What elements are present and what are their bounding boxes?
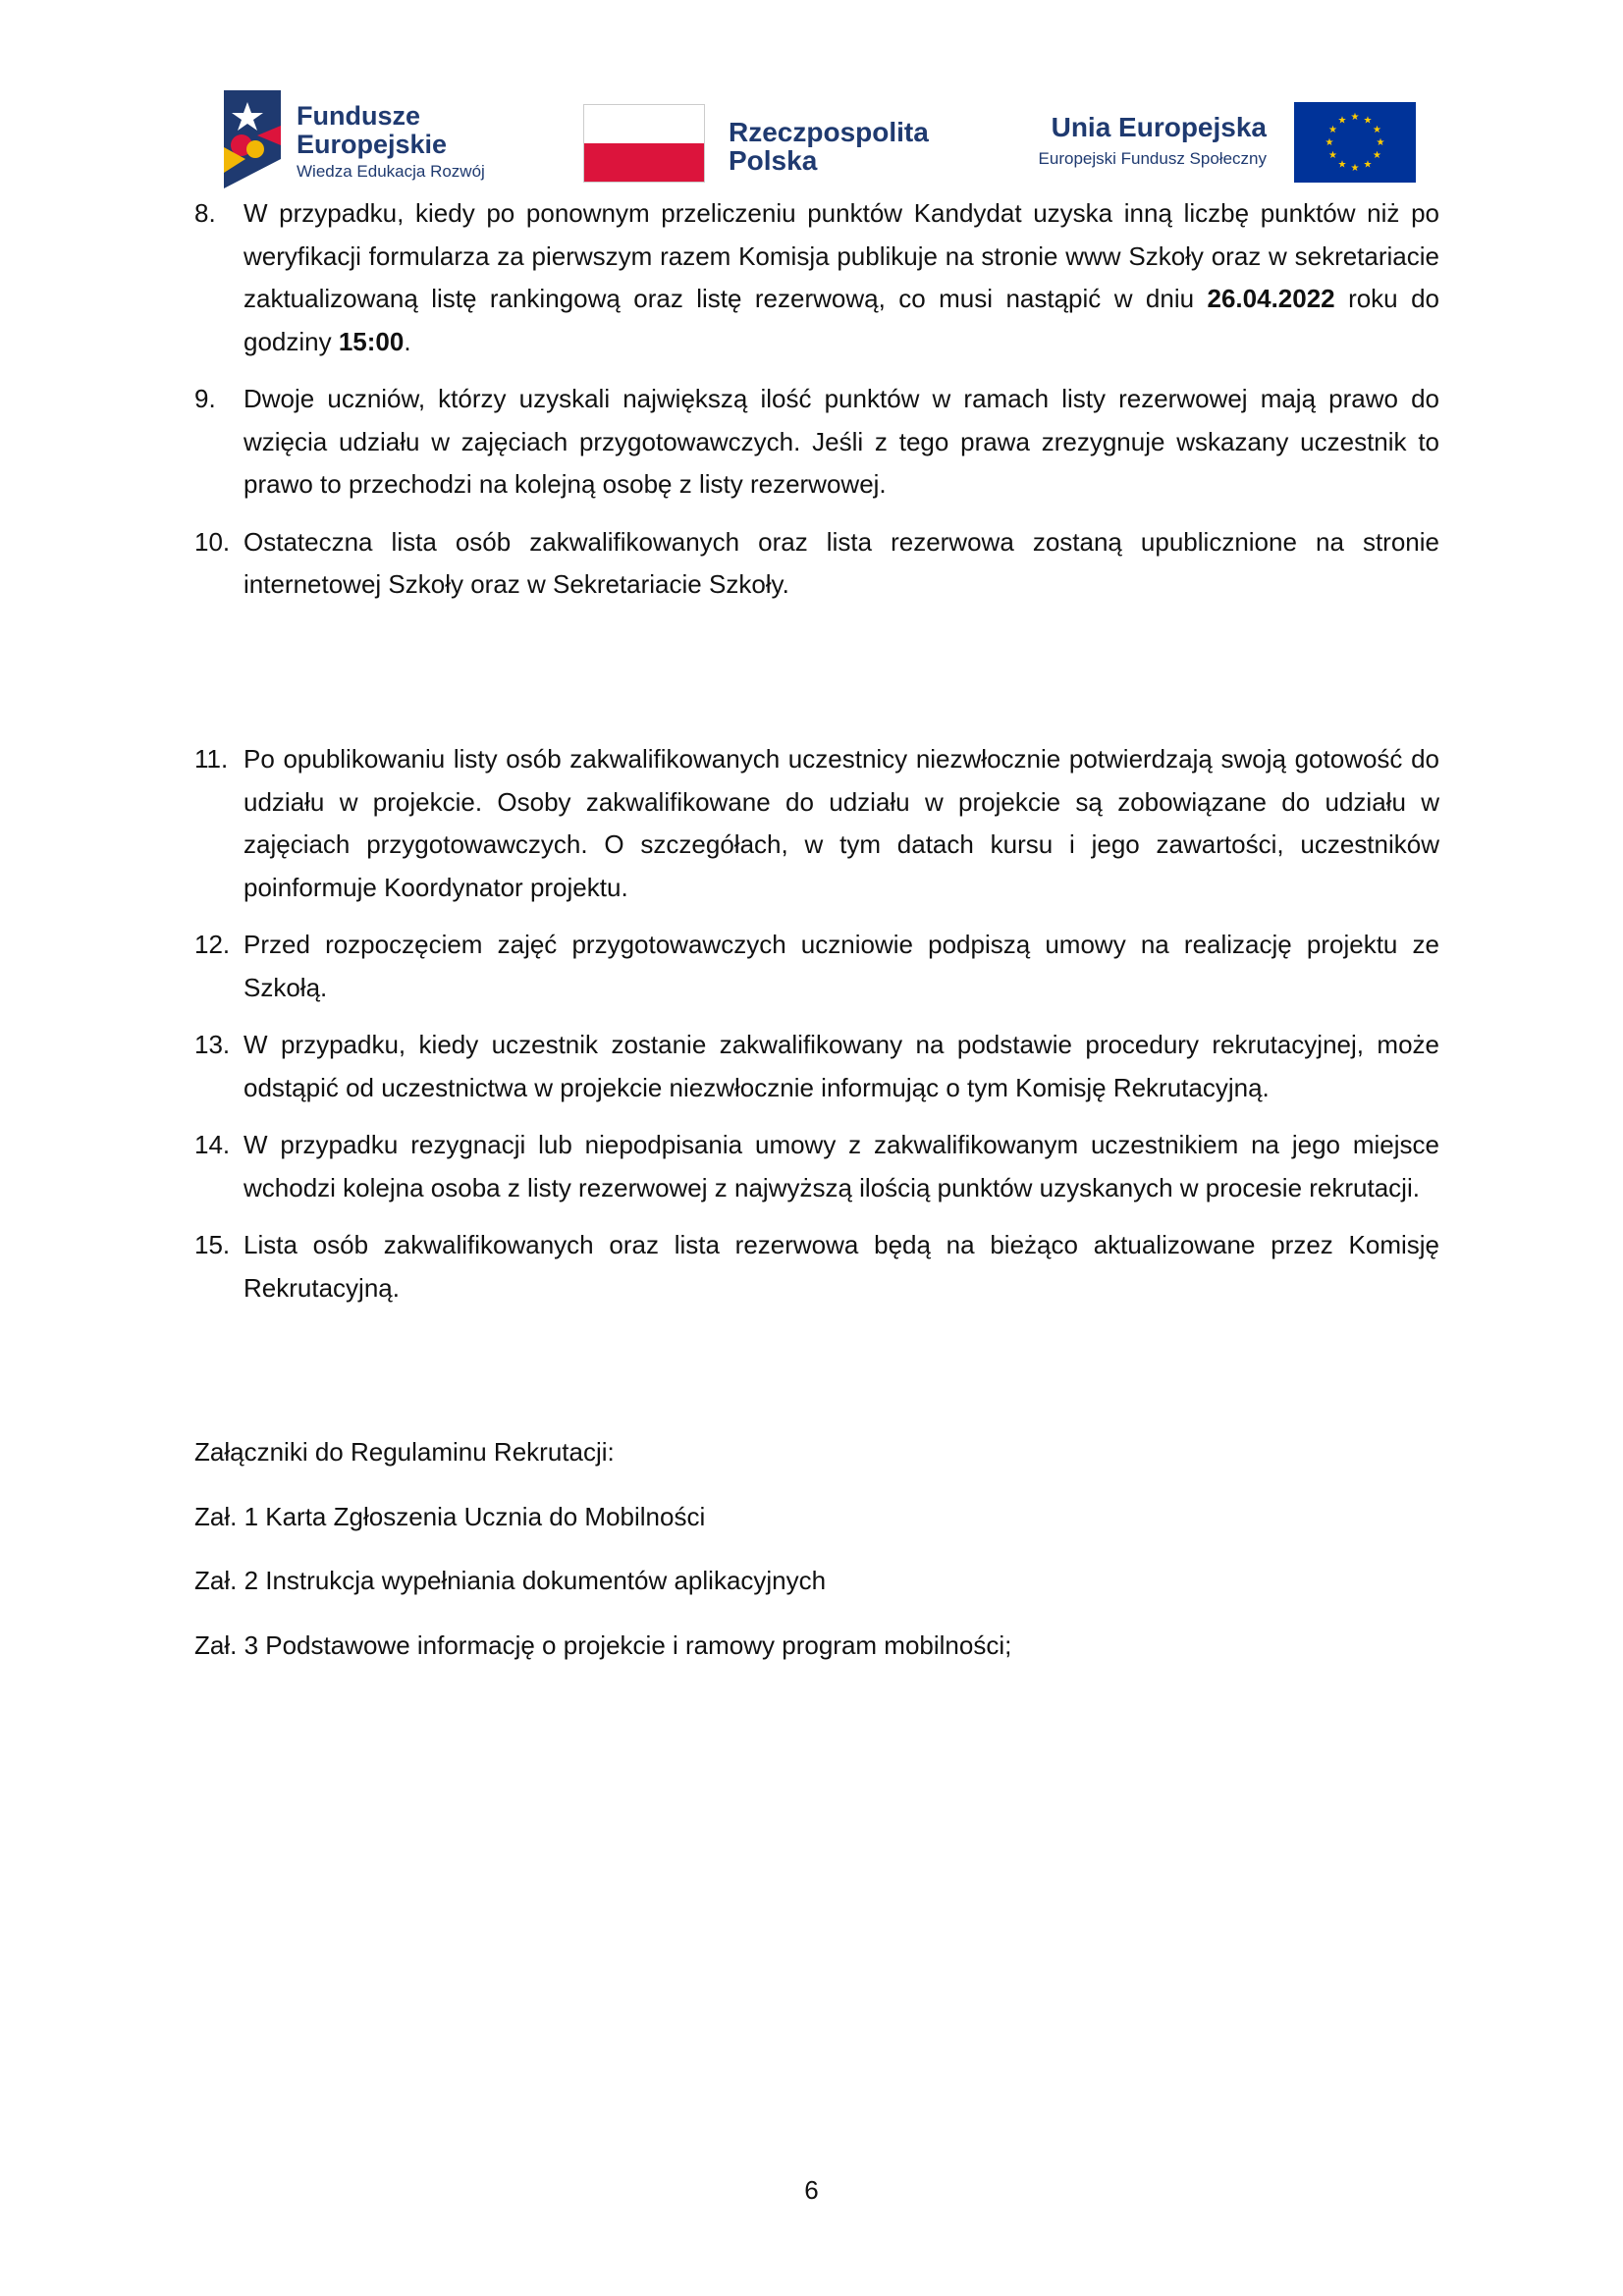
list-item-number: 12. [194,930,231,959]
item-8-text-part-1: W przypadku, kiedy po ponownym przeliczeniu punktów Kandydat uzyska inną liczbę punktów niż po weryfikacji formularza za pierwszym razem Komisja publikuje na stronie www Szkoły oraz w sekretariacie zaktualizowaną listę rankingową oraz listę rezerwową, co musi nastąpić w dniu [243,198,1439,313]
list-item [194,192,1439,363]
annex-item: Zał. 3 Podstawowe informację o projekcie i ramowy program mobilności; [194,1629,1012,1660]
svg-text:★: ★ [1363,115,1373,127]
fundusze-europejskie-emblem-icon [218,86,287,192]
list-item-text [243,192,1439,363]
list-item [194,924,1439,1009]
list-item-text: Przed rozpoczęciem zajęć przygotowawczych uczniowie podpiszą umowy na realizację projektu ze Szkołą. [243,930,1439,1002]
list-item [194,521,1439,607]
list-item-text: Ostateczna lista osób zakwalifikowanych oraz lista rezerwowa zostaną upublicznione na stronie internetowej Szkoły oraz w Sekretariacie Szkoły. [243,526,1439,599]
unia-europejska-text [1039,112,1267,169]
ue-logo-title: Unia Europejska [1051,112,1267,142]
annex-heading: Załączniki do Regulaminu Rekrutacji: [194,1437,615,1467]
svg-text:★: ★ [1328,125,1337,135]
svg-text:★: ★ [1328,150,1337,161]
eu-flag-icon [1294,102,1416,183]
deadline-time: 15:00 [338,326,405,356]
list-item-text: Dwoje uczniów, którzy uzyskali największą ilość punktów w ramach listy rezerwowej mają prawo do wzięcia udziału w zajęciach przygotowawczych. Jeśli z tego prawa zrezygnuje wskazany uczestnik to prawo to przechodzi na kolejną osobę z listy rezerwowej. [243,384,1439,499]
svg-text:★: ★ [1350,163,1360,174]
fe-logo-subtitle: Wiedza Edukacja Rozwój [297,162,485,181]
deadline-date: 26.04.2022 [1207,284,1335,313]
item-8-text-part-2: roku do godziny [243,284,1439,356]
list-item-number: 10. [194,526,231,557]
fundusze-europejskie-logo [218,86,522,194]
fundusze-europejskie-text [297,102,485,180]
page-number: 6 [804,2175,819,2205]
list-item-text: Lista osób zakwalifikowanych oraz lista rezerwowa będą na bieżąco aktualizowane przez Komisję Rekrutacyjną. [243,1230,1439,1303]
svg-text:★: ★ [1376,137,1385,148]
rp-logo-line2: Polska [729,145,818,176]
svg-text:★: ★ [1337,115,1347,127]
list-item-number: 15. [194,1230,231,1259]
list-item-text: Po opublikowaniu listy osób zakwalifikowanych uczestnicy niezwłocznie potwierdzają swoją gotowość do udziału w projekcie. Osoby zakwalifikowane do udziału w projekcie są zobowiązane do udziału w zajęciach przygotowawczych. O szczegółach, w tym datach kursu i jego zawartości, uczestników poinformuje Koordynator projektu. [243,744,1439,902]
numbered-list-block-2 [194,738,1439,1324]
list-item-number: 8. [194,198,216,228]
list-item [194,1224,1439,1309]
unia-europejska-logo [1038,102,1416,185]
fe-logo-line1: Fundusze [297,101,420,131]
svg-text:★: ★ [1337,159,1347,171]
list-item [194,1024,1439,1109]
list-item-number: 9. [194,384,216,413]
svg-text:★: ★ [1373,150,1381,161]
list-item [194,378,1439,507]
list-item-text: W przypadku rezygnacji lub niepodpisania umowy z zakwalifikowanym uczestnikiem na jego miejsce wchodzi kolejna osoba z listy rezerwowej z najwyższą ilością punktów uzyskanych w procesie rekrutacji. [243,1130,1439,1202]
item-8-text-part-3: . [404,326,411,356]
list-item-number: 14. [194,1130,231,1159]
svg-text:★: ★ [1325,137,1334,148]
svg-text:★: ★ [1363,159,1373,171]
annex-item: Zał. 2 Instrukcja wypełniania dokumentów aplikacyjnych [194,1566,827,1595]
annex-item: Zał. 1 Karta Zgłoszenia Ucznia do Mobilności [194,1501,706,1531]
list-item [194,738,1439,909]
polish-flag-icon [583,104,705,183]
fe-logo-line2: Europejskie [297,130,448,159]
list-item [194,1124,1439,1209]
rp-logo-line1: Rzeczpospolita [729,117,929,147]
rzeczpospolita-polska-logo [583,104,947,187]
list-item-text: W przypadku, kiedy uczestnik zostanie zakwalifikowany na podstawie procedury rekrutacyjnej, może odstąpić od uczestnictwa w projekcie niezwłocznie informując o tym Komisję Rekrutacyjną. [243,1030,1439,1102]
svg-text:★: ★ [1350,112,1360,123]
numbered-list-block-1 [194,192,1439,621]
ue-logo-subtitle: Europejski Fundusz Społeczny [1038,149,1267,168]
svg-text:★: ★ [1373,125,1381,135]
rzeczpospolita-polska-text [729,118,929,175]
list-item-number: 13. [194,1030,231,1059]
list-item-number: 11. [194,744,229,774]
annex-section [194,1431,1011,1688]
header-logo-bar [218,84,1416,194]
